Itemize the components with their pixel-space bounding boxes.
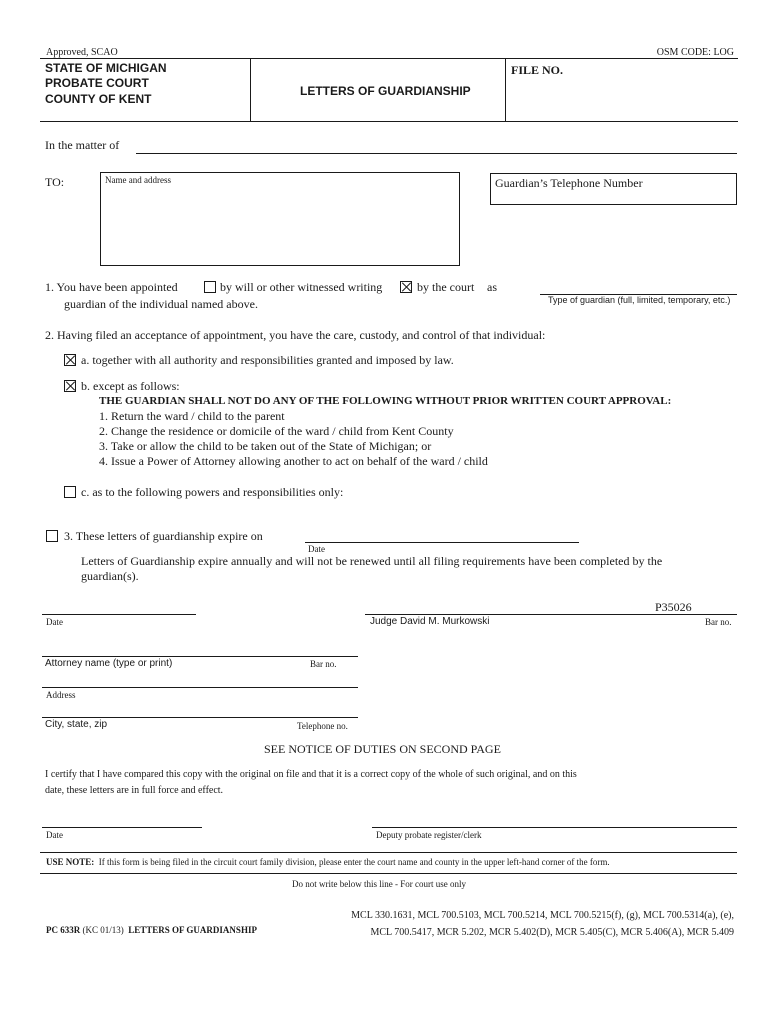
form-name: LETTERS OF GUARDIANSHIP	[128, 925, 257, 935]
restriction-item: 3. Take or allow the child to be taken out of the State of Michigan; or	[99, 439, 432, 453]
expire-note-line1: Letters of Guardianship expire annually and will not be renewed until all filing requirements have been completed by the	[81, 554, 663, 568]
sign-date-underline	[42, 614, 196, 615]
restriction-item: 2. Change the residence or domicile of the ward / child from Kent County	[99, 424, 454, 438]
name-address-box[interactable]	[100, 172, 460, 266]
expire-note-line2: guardian(s).	[81, 569, 139, 583]
use-note-top-rule	[40, 852, 737, 853]
to-label: TO:	[45, 175, 65, 189]
item1-text: 1. You have been appointed	[45, 280, 178, 294]
use-note-text: If this form is being filed in the circuit court family division, please enter the court name and county in the upper left-hand corner of the form.	[98, 857, 610, 867]
deputy-signature-line	[372, 827, 737, 828]
by-will-checkbox[interactable]	[204, 281, 216, 293]
form-title: LETTERS OF GUARDIANSHIP	[300, 84, 471, 98]
certify-line1: I certify that I have compared this copy with the original on file and that it is a correct copy of the whole of such original, and on this	[45, 769, 577, 780]
guardian-phone-box[interactable]	[490, 173, 737, 205]
city-line	[42, 717, 358, 718]
court-use-rule	[40, 873, 737, 874]
item2b-text: b. except as follows:	[81, 379, 180, 393]
attorney-name-field[interactable]	[42, 640, 358, 656]
mcl-line1: MCL 330.1631, MCL 700.5103, MCL 700.5214, MCL 700.5215(f), (g), MCL 700.5314(a), (e),	[351, 910, 734, 921]
certify-date-field[interactable]	[42, 811, 202, 827]
attorney-phone-label: Telephone no.	[297, 721, 348, 731]
address-field[interactable]	[42, 671, 358, 687]
item2-text: 2. Having filed an acceptance of appointment, you have the care, custody, and control of that individual:	[45, 328, 546, 342]
name-address-label: Name and address	[105, 175, 171, 185]
attorney-name-label: Attorney name (type or print)	[45, 658, 173, 669]
item2c-checkbox[interactable]	[64, 486, 76, 498]
file-no-field[interactable]	[570, 62, 730, 80]
expire-date-field[interactable]	[305, 526, 579, 542]
form-id	[46, 925, 257, 935]
address-label: Address	[46, 690, 76, 700]
header-bottom-rule	[40, 121, 738, 122]
header-top-rule	[40, 58, 738, 59]
by-court-checkbox[interactable]	[400, 281, 412, 293]
by-will-label: by will or other witnessed writing	[220, 280, 383, 294]
court-use-label: Do not write below this line - For court use only	[292, 879, 466, 889]
restriction-item: 1. Return the ward / child to the parent	[99, 409, 285, 423]
as-label: as	[487, 280, 497, 294]
judge-name: Judge David M. Murkowski	[370, 616, 490, 627]
judge-bar-label: Bar no.	[705, 617, 732, 627]
certify-line2: date, these letters are in full force and effect.	[45, 785, 224, 796]
by-court-label: by the court	[417, 280, 475, 294]
item2c-text: c. as to the following powers and responsibilities only:	[81, 485, 344, 499]
attorney-bar-label: Bar no.	[310, 659, 337, 669]
certify-date-label: Date	[46, 830, 63, 840]
deputy-label: Deputy probate register/clerk	[376, 830, 482, 840]
sign-date-label: Date	[46, 617, 63, 627]
matter-label: In the matter of	[45, 138, 120, 152]
use-note	[46, 857, 610, 867]
court-state: STATE OF MICHIGAN	[45, 61, 167, 75]
matter-underline	[136, 153, 737, 154]
city-state-zip-label: City, state, zip	[45, 719, 108, 730]
court-county: COUNTY OF KENT	[45, 92, 152, 106]
item2a-checkbox[interactable]	[64, 354, 76, 366]
item3-checkbox[interactable]	[46, 530, 58, 542]
form-version: (KC 01/13)	[82, 925, 124, 935]
sign-date-field[interactable]	[42, 598, 196, 614]
mcl-line2: MCL 700.5417, MCR 5.202, MCR 5.402(D), MCR 5.405(C), MCR 5.406(A), MCR 5.409	[370, 927, 734, 938]
file-no-label: FILE NO.	[511, 63, 564, 77]
header-divider-1	[250, 58, 251, 122]
judge-signature-line	[365, 614, 737, 615]
notice-of-duties: SEE NOTICE OF DUTIES ON SECOND PAGE	[264, 742, 501, 756]
item1-line2: guardian of the individual named above.	[64, 297, 258, 311]
expire-date-underline	[305, 542, 579, 543]
city-state-zip-field[interactable]	[42, 701, 358, 717]
use-note-label: USE NOTE:	[46, 857, 95, 867]
expire-date-caption: Date	[308, 544, 325, 554]
address-line	[42, 687, 358, 688]
item2b-checkbox[interactable]	[64, 380, 76, 392]
judge-bar-number: P35026	[655, 600, 692, 614]
matter-field[interactable]	[140, 136, 736, 154]
guardian-type-caption: Type of guardian (full, limited, temporary, etc.)	[548, 295, 731, 305]
certify-date-line	[42, 827, 202, 828]
guardian-phone-label: Guardian’s Telephone Number	[495, 176, 643, 190]
item3-text: 3. These letters of guardianship expire on	[64, 529, 263, 543]
osm-code: OSM CODE: LOG	[656, 47, 734, 58]
item2a-text: a. together with all authority and responsibilities granted and imposed by law.	[81, 353, 454, 367]
form-id-code: PC 633R	[46, 925, 81, 935]
attorney-name-line	[42, 656, 358, 657]
deputy-signature-field[interactable]	[372, 811, 737, 827]
restriction-heading: THE GUARDIAN SHALL NOT DO ANY OF THE FOLLOWING WITHOUT PRIOR WRITTEN COURT APPROVAL:	[99, 395, 672, 407]
header-divider-2	[505, 58, 506, 122]
guardian-type-field[interactable]	[540, 278, 737, 294]
approved-label: Approved, SCAO	[46, 47, 118, 58]
court-name: PROBATE COURT	[45, 76, 149, 90]
restriction-item: 4. Issue a Power of Attorney allowing another to act on behalf of the ward / child	[99, 454, 488, 468]
